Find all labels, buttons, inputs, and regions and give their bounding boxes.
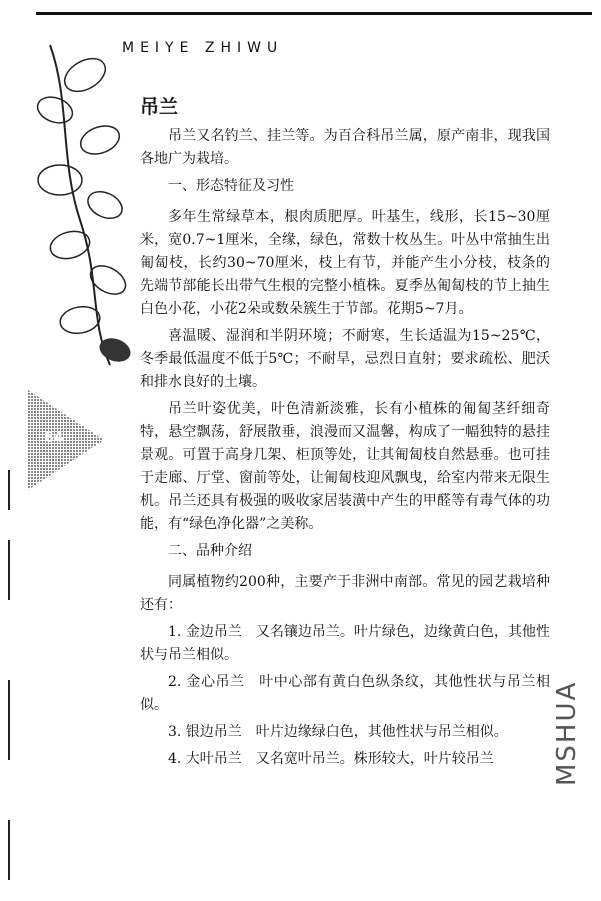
- article-title: 吊兰: [140, 96, 179, 118]
- page-number: 64: [44, 430, 64, 446]
- article-body: [140, 96, 550, 775]
- body-paragraph: 喜温暖、湿润和半阴环境；不耐寒，生长适温为15~25℃，冬季最低温度不低于5℃；不耐旱，忌烈日直射；要求疏松、肥沃和排水良好的土壤。: [140, 328, 550, 390]
- body-paragraph: 同属植物约200种，主要产于非洲中南部。常见的园艺栽培种还有：: [140, 574, 550, 613]
- edge-mark: [8, 540, 10, 600]
- variety-item: 3. 银边吊兰 叶片边缘绿白色，其他性状与吊兰相似。: [168, 724, 508, 740]
- edge-mark: [8, 470, 10, 510]
- running-header: MEIYE ZHIWU: [122, 40, 284, 56]
- top-rule: [36, 12, 592, 15]
- edge-mark: [8, 820, 10, 880]
- variety-item: 2. 金心吊兰 叶中心部有黄白色纵条纹，其他性状与吊兰相似。: [140, 674, 550, 713]
- edge-mark: [8, 680, 10, 760]
- variety-item: 1. 金边吊兰 又名镶边吊兰。叶片绿色，边缘黄白色，其他性状与吊兰相似。: [140, 624, 550, 663]
- body-paragraph: 吊兰叶姿优美，叶色清新淡雅，长有小植株的匍匐茎纤细奇特，悬空飘荡，舒展散垂，浪漫而又温馨，构成了一幅独特的悬挂景观。可置于高身几架、柜顶等处，让其匍匐枝自然悬垂。也可挂于走廊、厅堂、窗前等处，让匍匐枝迎风飘曳，给室内带来无限生机。吊兰还具有极强的吸收家居装潢中产生的甲醛等有毒气体的功能，有“绿色净化器”之美称。: [140, 401, 550, 532]
- intro-paragraph: 吊兰又名钓兰、挂兰等。为百合科吊兰属，原产南非，现我国各地广为栽培。: [140, 128, 550, 167]
- section-heading: 一、形态特征及习性: [168, 178, 294, 194]
- variety-item: 4. 大叶吊兰 又名宽叶吊兰。株形较大，叶片较吊兰: [168, 751, 494, 767]
- watermark: MSHUA: [552, 680, 582, 786]
- vine-illustration-icon: [30, 40, 140, 370]
- body-paragraph: 多年生常绿草本，根肉质肥厚。叶基生，线形，长15~30厘米，宽0.7~1厘米，全缘，绿色，常数十枚丛生。叶丛中常抽生出匍匐枝，长约30~70厘米，枝上有节，并能产生小分枝，枝条的先端节部能长出带气生根的完整小植株。夏季丛匍匐枝的节上抽生白色小花，小花2朵或数朵簇生于节部。花期5~7月。: [140, 209, 550, 317]
- page-tab-triangle: [28, 390, 104, 490]
- section-heading: 二、品种介绍: [168, 543, 252, 559]
